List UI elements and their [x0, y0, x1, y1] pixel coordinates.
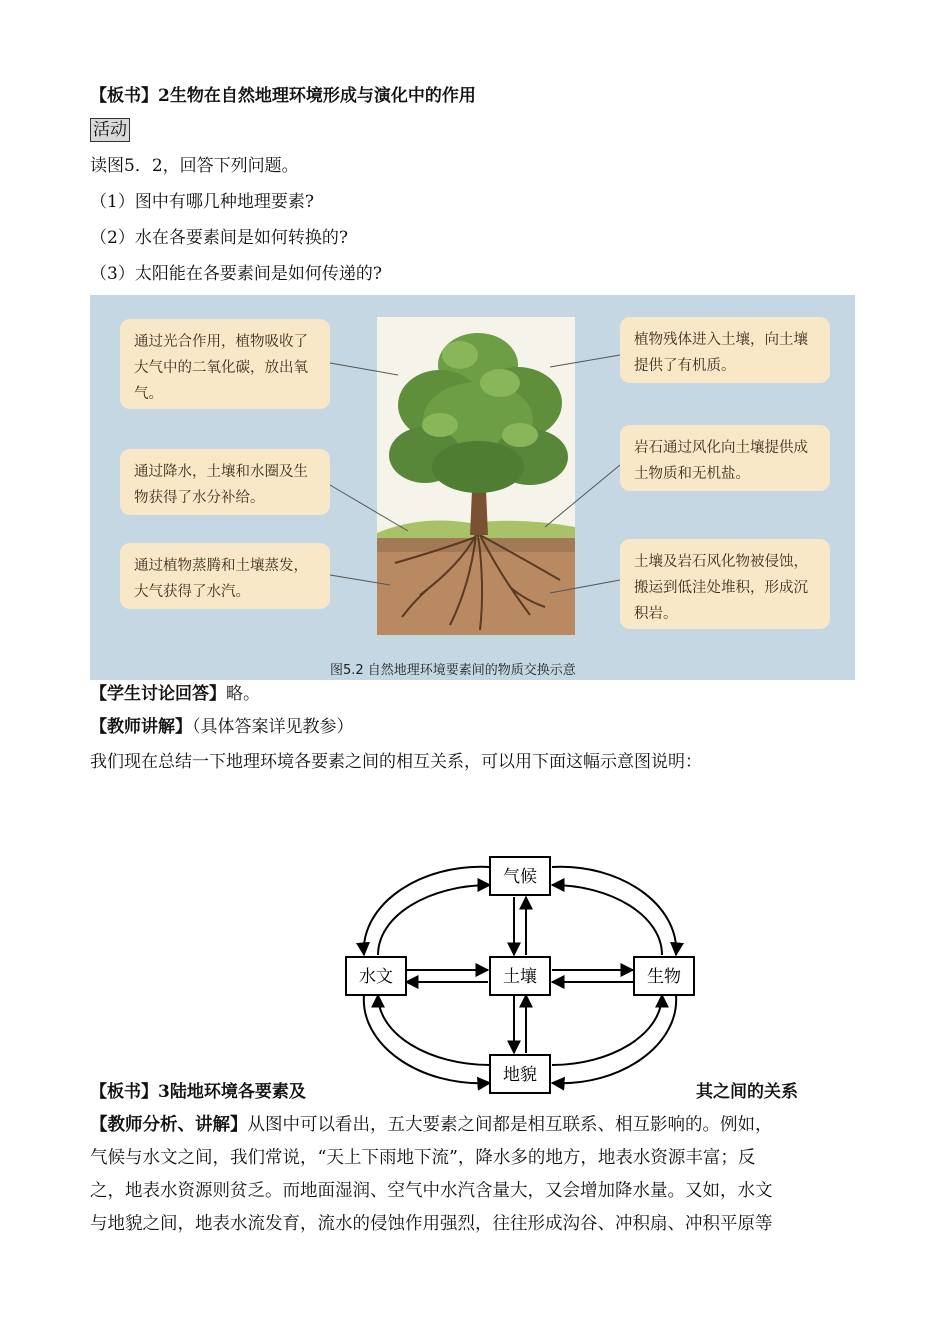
arc-climate-biology-outer [552, 867, 676, 955]
figure-caption: 图5.2 自然地理环境要素间的物质交换示意 [330, 663, 576, 678]
arc-climate-hydrology-outer [364, 867, 490, 955]
node-climate: 气候 [503, 867, 537, 887]
node-landform: 地貌 [503, 1065, 537, 1085]
soil [377, 538, 575, 635]
student-answer-line [90, 682, 260, 706]
student-label: 【学生讨论回答】 [90, 684, 226, 704]
node-soil: 土壤 [503, 967, 537, 987]
analysis-line-2: 气候与水文之间，我们常说，“天上下雨地下流”，降水多的地方，地表水资源丰富；反 [90, 1148, 756, 1168]
summary-text: 我们现在总结一下地理环境各要素之间的相互关系，可以用下面这幅示意图说明： [90, 752, 702, 772]
analysis-line-1 [90, 1109, 862, 1142]
analysis-label: 【教师分析、讲解】 [90, 1115, 248, 1135]
arc-hydrology-landform-outer [364, 995, 490, 1083]
node-hydrology: 水文 [359, 967, 393, 987]
arc-hydrology-climate-inner [378, 885, 490, 955]
heading-land-elements-right: 其之间的关系 [696, 1082, 798, 1102]
heading-land-elements-left: 【板书】3陆地环境各要素及 [90, 1082, 306, 1102]
arc-landform-hydrology-inner [378, 995, 490, 1065]
callout-sedimentation: 土壤及岩石风化物被侵蚀，搬运到低洼处堆积，形成沉积岩。 [620, 539, 830, 629]
question-intro: 读图5．2，回答下列问题。 [90, 156, 299, 176]
figure-material-exchange [90, 295, 855, 680]
activity-label: 活动 [90, 118, 130, 142]
callout-precipitation: 通过降水，土壤和水圈及生物获得了水分补给。 [120, 449, 330, 515]
elements-relationship-diagram [330, 845, 710, 1105]
callout-organic-matter: 植物残体进入土壤，向土壤提供了有机质。 [620, 317, 830, 383]
node-biology: 生物 [647, 967, 681, 987]
activity-label-line [90, 118, 130, 142]
teacher-line [90, 715, 354, 739]
analysis-line-4: 与地貌之间，地表水流发育，流水的侵蚀作用强烈，往往形成沟谷、冲积扇、冲积平原等 [90, 1214, 773, 1234]
teacher-label: 【教师讲解】 [90, 717, 192, 737]
student-text: 略。 [226, 684, 260, 704]
arc-landform-biology-inner [552, 995, 662, 1065]
teacher-text: （具体答案详见教参） [192, 717, 354, 737]
callout-transpiration: 通过植物蒸腾和土壤蒸发，大气获得了水汽。 [120, 543, 330, 609]
callout-photosynthesis: 通过光合作用，植物吸收了大气中的二氧化碳，放出氧气。 [120, 319, 330, 409]
question-1: （1）图中有哪几种地理要素? [90, 192, 314, 212]
arc-biology-climate-inner [552, 885, 662, 955]
heading-biology-role: 【板书】2生物在自然地理环境形成与演化中的作用 [90, 86, 476, 106]
arc-biology-landform-outer [552, 995, 676, 1083]
analysis-line-3: 之，地表水资源则贫乏。而地面湿润、空气中水汽含量大，又会增加降水量。又如，水文 [90, 1181, 773, 1201]
question-2: （2）水在各要素间是如何转换的? [90, 228, 348, 248]
callout-weathering: 岩石通过风化向土壤提供成土物质和无机盐。 [620, 425, 830, 491]
question-3: （3）太阳能在各要素间是如何传递的? [90, 264, 382, 284]
analysis-text-1: 从图中可以看出，五大要素之间都是相互联系、相互影响的。例如， [247, 1115, 773, 1135]
